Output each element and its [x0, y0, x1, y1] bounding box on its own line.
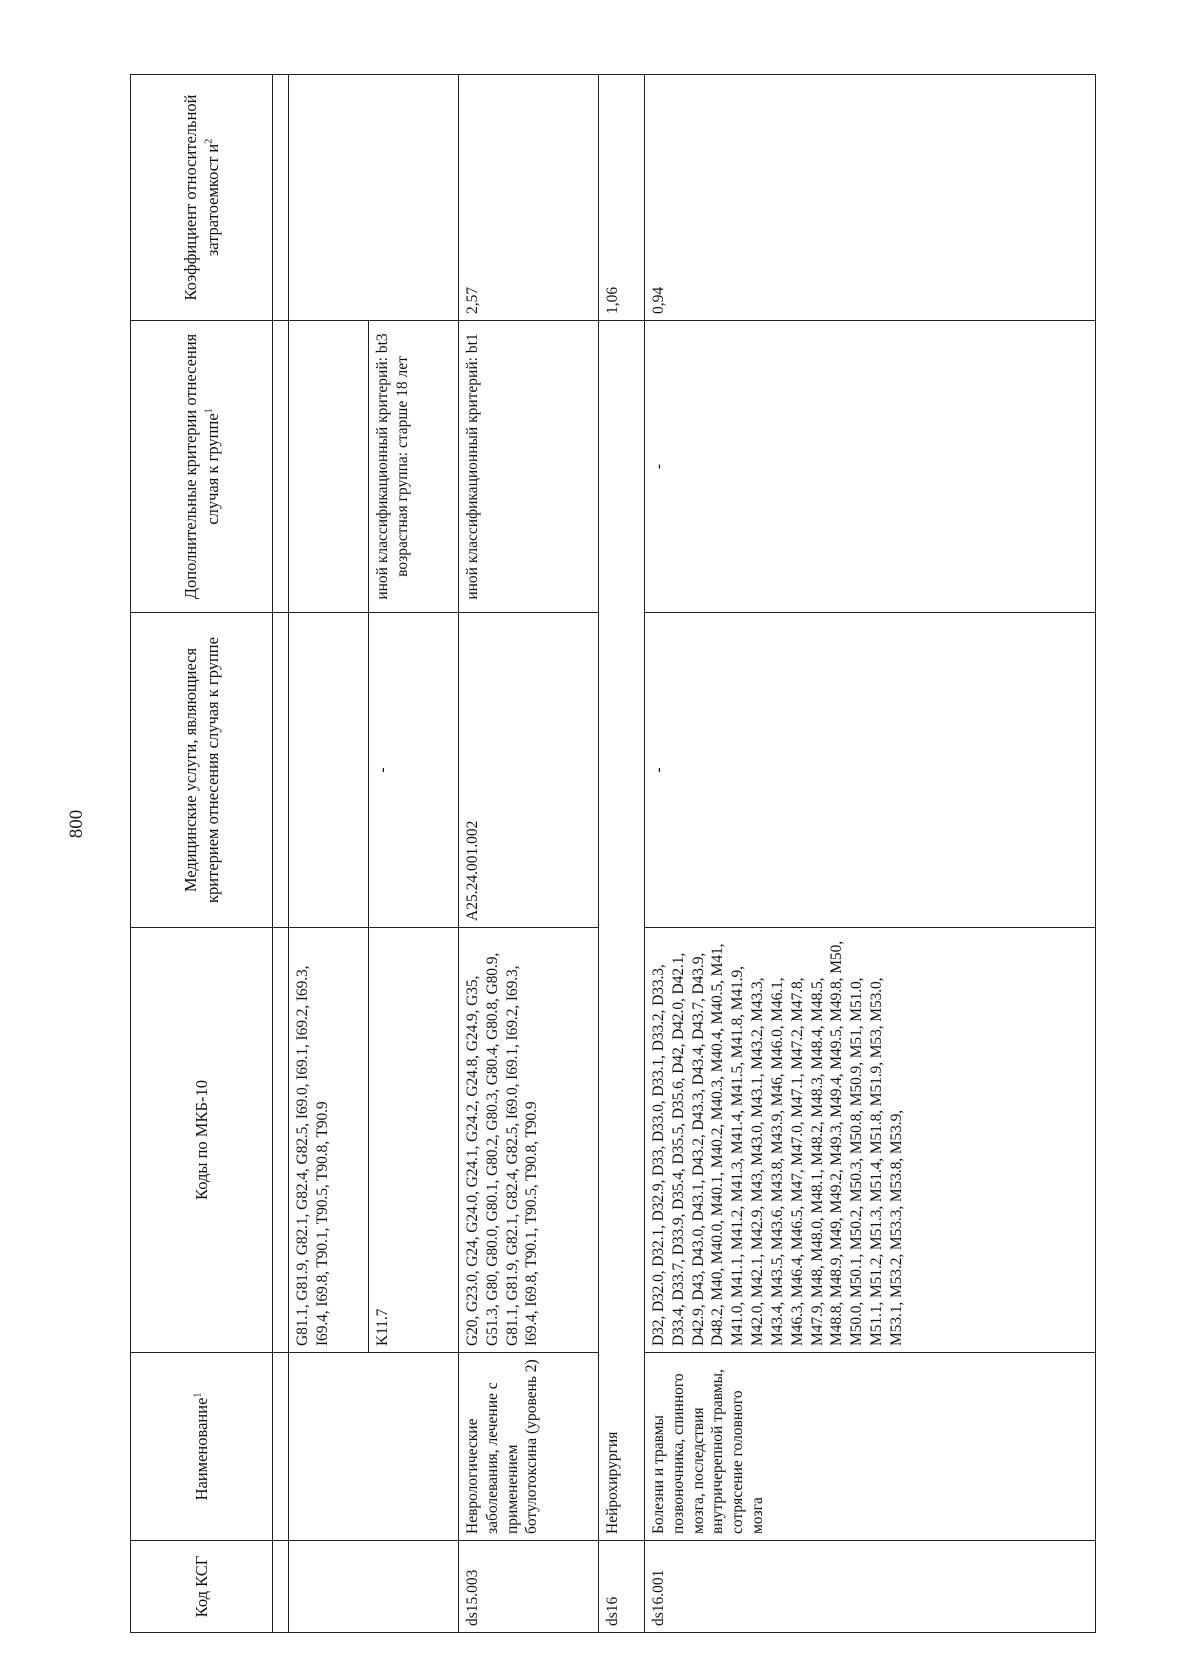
separator-row	[273, 75, 289, 1633]
icd-cell: G81.1, G81.9, G82.1, G82.4, G82.5, I69.0, I69.1, I69.2, I69.3, I69.4, I69.8, T90.1, T90.5, T90.8, T90.9	[289, 928, 369, 1353]
name-cell: Нейрохирургия	[599, 321, 645, 1541]
header-criteria: Дополнительные критерии отнесения случая к группе$^1$	[131, 321, 273, 613]
header-services: Медицинские услуги, являющиеся критерием отнесения случая к группе	[131, 613, 273, 928]
separator-cell	[273, 321, 289, 613]
criteria-cell: иной классификационный критерий: bt1	[459, 321, 599, 613]
header-code: Код КСГ	[131, 1541, 273, 1633]
coef-cell: 2,57	[459, 75, 599, 321]
name-cell: Неврологические заболевания, лечение с применением ботулотоксина (уровень 2)	[459, 1353, 599, 1541]
criteria-cell: -	[645, 321, 1096, 613]
table-row	[459, 75, 599, 1633]
code-cell: ds15.003	[459, 1541, 599, 1633]
name-cell: Болезни и травмы позвоночника, спинного мозга, последствия внутричерепной травмы, сотрясение головного мозга	[645, 1353, 1096, 1541]
code-cell: ds16	[599, 1541, 645, 1633]
services-cell	[289, 613, 369, 928]
icd-cell: K11.7	[369, 928, 459, 1353]
separator-cell	[273, 1541, 289, 1633]
icd-cell: D32, D32.0, D32.1, D32.9, D33, D33.0, D33.1, D33.2, D33.3, D33.4, D33.7, D33.9, D35.4, D35.5, D35.6, D42, D42.0, D42.1, D42.9, D43, D43.0, D43.1, D43.2, D43.3, D43.4, D43.7, D43.9, D48.2, M40, M40.0, M40.1, M40.2, M40.3, M40.4, M40.5, M41, M41.0, M41.1, M41.2, M41.3, M41.4, M41.5, M41.8, M41.9, M42.0, M42.1, M42.9, M43, M43.0, M43.1, M43.2, M43.3, M43.4, M43.5, M43.6, M43.8, M43.9, M46, M46.0, M46.1, M46.3, M46.4, M46.5, M47, M47.0, M47.1, M47.2, M47.8, M47.9, M48, M48.0, M48.1, M48.2, M48.3, M48.4, M48.5, M48.8, M48.9, M49, M49.2, M49.3, M49.4, M49.5, M49.8, M50, M50.0, M50.1, M50.2, M50.3, M50.8, M50.9, M51, M51.0, M51.1, M51.2, M51.3, M51.4, M51.8, M51.9, M53, M53.0, M53.1, M53.2, M53.3, M53.8, M53.9,	[645, 928, 1096, 1353]
icd-cell: G20, G23.0, G24, G24.0, G24.1, G24.2, G24.8, G24.9, G35, G51.3, G80, G80.0, G80.1, G80.2, G80.3, G80.4, G80.8, G80.9, G81.1, G81.9, G82.1, G82.4, G82.5, I69.0, I69.1, I69.2, I69.3, I69.4, I69.8, T90.1, T90.5, T90.8, T90.9	[459, 928, 599, 1353]
code-cell	[289, 1541, 459, 1633]
separator-cell	[273, 613, 289, 928]
separator-cell	[273, 928, 289, 1353]
table-row	[599, 75, 645, 1633]
services-cell: -	[369, 613, 459, 928]
header-icd: Коды по МКБ-10	[131, 928, 273, 1353]
code-cell: ds16.001	[645, 1541, 1096, 1633]
ksg-table	[130, 74, 1096, 1633]
table-header-row	[131, 75, 273, 1633]
criteria-cell: иной классификационный критерий: bt3 возрастная группа: старше 18 лет	[369, 321, 459, 613]
rotated-table-container	[130, 75, 1096, 1633]
coef-cell	[289, 75, 459, 321]
coef-cell: 0,94	[645, 75, 1096, 321]
table-row	[289, 75, 369, 1633]
header-name: Наименование$^1$	[131, 1353, 273, 1541]
table-row	[645, 75, 1096, 1633]
criteria-cell	[289, 321, 369, 613]
name-cell	[289, 1353, 459, 1541]
coef-cell: 1,06	[599, 75, 645, 321]
separator-cell	[273, 75, 289, 321]
services-cell: A25.24.001.002	[459, 613, 599, 928]
separator-cell	[273, 1353, 289, 1541]
services-cell: -	[645, 613, 1096, 928]
page-number: 800	[66, 809, 87, 839]
header-coef: Коэффициент относительной затратоемкост $и^2$	[131, 75, 273, 321]
